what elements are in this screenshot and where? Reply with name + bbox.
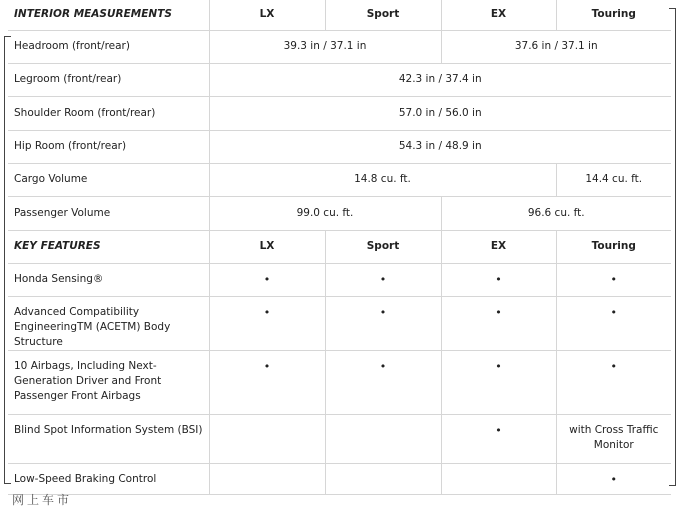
trim-header-lx: LX xyxy=(209,230,325,263)
feature-bullet: • xyxy=(325,296,441,350)
trim-header-sport: Sport xyxy=(325,230,441,263)
feature-bullet: • xyxy=(441,296,556,350)
feature-bullet: • xyxy=(325,263,441,296)
table-row xyxy=(8,130,671,163)
table-row xyxy=(8,296,671,350)
row-label: Passenger Volume xyxy=(8,196,209,230)
cell-value: 37.6 in / 37.1 in xyxy=(441,30,671,63)
cell-value xyxy=(209,463,325,494)
trim-header-ex: EX xyxy=(441,0,556,30)
feature-bullet: • xyxy=(441,414,556,463)
feature-bullet: • xyxy=(209,350,325,414)
table-row xyxy=(8,350,671,414)
feature-bullet: • xyxy=(209,263,325,296)
cell-value: 99.0 cu. ft. xyxy=(209,196,441,230)
table-row xyxy=(8,163,671,196)
cell-value xyxy=(441,463,556,494)
trim-header-ex: EX xyxy=(441,230,556,263)
watermark: 网上车市 xyxy=(12,493,73,507)
cell-value: 42.3 in / 37.4 in xyxy=(209,63,671,96)
feature-bullet: • xyxy=(441,350,556,414)
section-title-features: KEY FEATURES xyxy=(8,230,209,263)
trim-header-lx: LX xyxy=(209,0,325,30)
table-row xyxy=(8,263,671,296)
spec-table xyxy=(8,0,671,495)
table-row xyxy=(8,414,671,463)
cell-value: 57.0 in / 56.0 in xyxy=(209,96,671,130)
row-label: 10 Airbags, Including Next-Generation Driver and Front Passenger Front Airbags xyxy=(8,350,209,414)
trim-header-sport: Sport xyxy=(325,0,441,30)
feature-bullet: • xyxy=(556,296,671,350)
cell-value xyxy=(325,414,441,463)
section-title-interior: INTERIOR MEASUREMENTS xyxy=(8,0,209,30)
feature-bullet: • xyxy=(325,350,441,414)
row-label: Shoulder Room (front/rear) xyxy=(8,96,209,130)
row-label: Advanced Compatibility EngineeringTM (ACETM) Body Structure xyxy=(8,296,209,350)
table-row xyxy=(8,96,671,130)
cell-value: 54.3 in / 48.9 in xyxy=(209,130,671,163)
row-label: Low-Speed Braking Control xyxy=(8,463,209,494)
cell-value xyxy=(325,463,441,494)
feature-bullet: • xyxy=(441,263,556,296)
row-label: Legroom (front/rear) xyxy=(8,63,209,96)
trim-header-touring: Touring xyxy=(556,0,671,30)
cell-value: with Cross Traffic Monitor xyxy=(556,414,671,463)
row-label: Headroom (front/rear) xyxy=(8,30,209,63)
feature-bullet: • xyxy=(556,463,671,494)
table-row xyxy=(8,463,671,494)
cell-value: 39.3 in / 37.1 in xyxy=(209,30,441,63)
table-row xyxy=(8,196,671,230)
feature-bullet: • xyxy=(209,296,325,350)
cell-value: 14.4 cu. ft. xyxy=(556,163,671,196)
feature-bullet: • xyxy=(556,350,671,414)
trim-header-touring: Touring xyxy=(556,230,671,263)
row-label: Hip Room (front/rear) xyxy=(8,130,209,163)
feature-bullet: • xyxy=(556,263,671,296)
cell-value xyxy=(209,414,325,463)
cell-value: 14.8 cu. ft. xyxy=(209,163,556,196)
cell-value: 96.6 cu. ft. xyxy=(441,196,671,230)
table-row xyxy=(8,63,671,96)
features-header-row xyxy=(8,230,671,263)
interior-header-row xyxy=(8,0,671,30)
row-label: Blind Spot Information System (BSI) xyxy=(8,414,209,463)
row-label: Honda Sensing® xyxy=(8,263,209,296)
row-label: Cargo Volume xyxy=(8,163,209,196)
table-row xyxy=(8,30,671,63)
